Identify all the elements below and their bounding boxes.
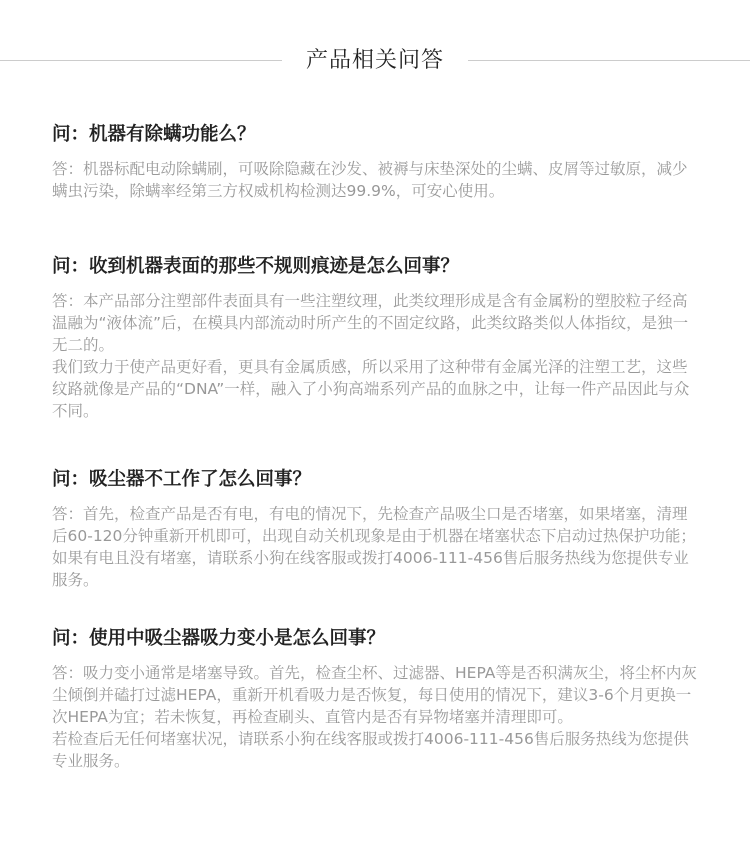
faq-answer [52,662,702,772]
faq-item-weak-suction [52,626,702,772]
section-header [0,44,750,78]
faq-answer-paragraph: 答：首先，检查产品是否有电，有电的情况下，先检查产品吸尘口是否堵塞，如果堵塞，清理后60-120分钟重新开机即可，出现自动关机现象是由于机器在堵塞状态下启动过热保护功能；如果有电且没有堵塞，请联系小狗在线客服或拨打4006-111-456售后服务热线为您提供专业服务。 [52,505,696,589]
faq-question: 问：机器有除螨功能么？ [52,124,256,145]
faq-answer [52,158,702,202]
faq-question: 问：吸尘器不工作了怎么回事？ [52,469,312,490]
faq-question: 问：收到机器表面的那些不规则痕迹是怎么回事？ [52,256,460,277]
section-title: 产品相关问答 [305,48,444,73]
faq-question: 问：使用中吸尘器吸力变小是怎么回事？ [52,628,386,649]
faq-item-dust-mite [52,122,702,202]
faq-answer-paragraph: 若检查后无任何堵塞状况，请联系小狗在线客服或拨打4006-111-456售后服务热线为您提供专业服务。 [52,730,689,770]
faq-item-surface-marks [52,254,702,422]
faq-answer-paragraph: 答：吸力变小通常是堵塞导致。首先，检查尘杯、过滤器、HEPA等是否积满灰尘，将尘杯内灰尘倾倒并磕打过滤HEPA，重新开机看吸力是否恢复，每日使用的情况下，建议3-6个月更换一次HEPA为宜；若未恢复，再检查刷头、直管内是否有异物堵塞并清理即可。 [52,664,697,726]
faq-answer [52,503,702,591]
header-divider-right [468,60,750,61]
faq-answer-paragraph: 答：本产品部分注塑部件表面具有一些注塑纹理，此类纹理形成是含有金属粉的塑胶粒子经高温融为“液体流”后，在模具内部流动时所产生的不固定纹路，此类纹路类似人体指纹，是独一无二的。 [52,292,689,354]
faq-answer-paragraph: 答：机器标配电动除螨刷，可吸除隐藏在沙发、被褥与床垫深处的尘螨、皮屑等过敏原，减少螨虫污染，除螨率经第三方权威机构检测达99.9%，可安心使用。 [52,160,688,200]
faq-answer [52,290,702,422]
faq-item-not-working [52,467,702,591]
faq-answer-paragraph: 我们致力于使产品更好看，更具有金属质感，所以采用了这种带有金属光泽的注塑工艺，这些纹路就像是产品的“DNA”一样，融入了小狗高端系列产品的血脉之中，让每一件产品因此与众不同。 [52,358,690,420]
